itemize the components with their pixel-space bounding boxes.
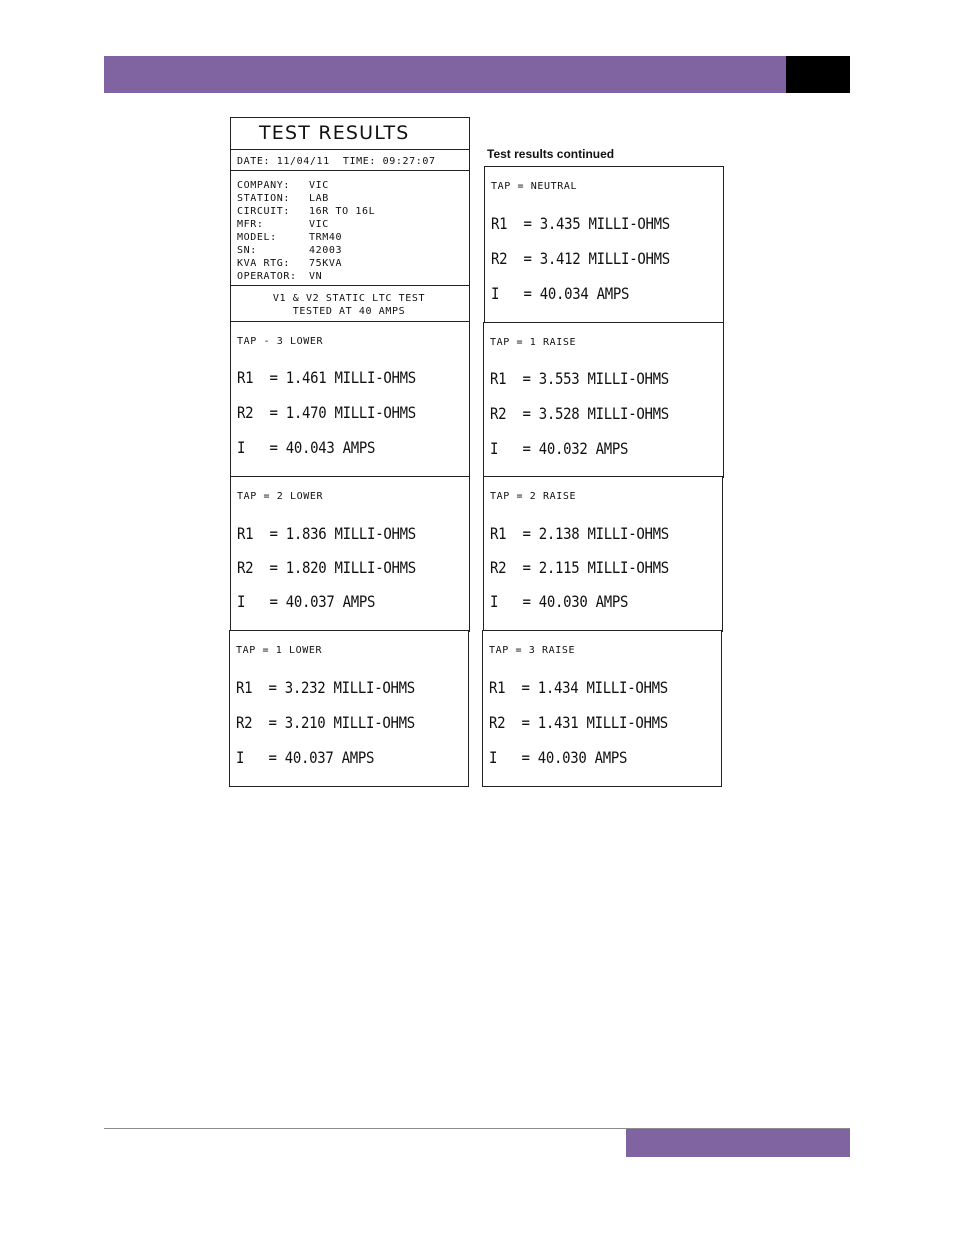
tap-label: TAP = 2 RAISE [490,491,577,502]
info-row-mfr: MFR: VIC [237,219,329,230]
r2-reading: R2 = 3.528 MILLI-OHMS [490,405,669,424]
report-info-box [230,170,470,287]
report-date-time: DATE: 11/04/11 TIME: 09:27:07 [237,156,436,167]
report-date-box [230,149,470,172]
r2-reading: R2 = 1.470 MILLI-OHMS [237,404,416,423]
report-title-box [230,117,470,151]
tap-label: TAP = 2 LOWER [237,491,324,502]
current-reading: I = 40.037 AMPS [236,749,375,768]
tap-box-3-raise [482,630,722,787]
current-reading: I = 40.030 AMPS [490,593,629,612]
tap-box-2-raise [483,476,723,632]
r1-reading: R1 = 3.232 MILLI-OHMS [236,679,415,698]
test-results-caption: Test results continued [487,147,615,161]
header-bar [104,56,786,93]
r1-reading: R1 = 2.138 MILLI-OHMS [490,525,669,544]
r2-reading: R2 = 3.412 MILLI-OHMS [491,250,670,269]
tap-box-neutral [484,166,724,324]
report-title: TEST RESULTS [259,122,410,144]
r2-reading: R2 = 3.210 MILLI-OHMS [236,714,415,733]
info-row-kva-rating: KVA RTG: 75KVA [237,258,343,269]
info-row-station: STATION: LAB [237,193,329,204]
r2-reading: R2 = 1.820 MILLI-OHMS [237,559,416,578]
info-row-sn: SN: 42003 [237,245,343,256]
tap-box-1-lower [229,630,469,787]
test-description-box [230,285,470,323]
current-reading: I = 40.034 AMPS [491,285,630,304]
current-reading: I = 40.037 AMPS [237,593,376,612]
r1-reading: R1 = 1.434 MILLI-OHMS [489,679,668,698]
current-reading: I = 40.043 AMPS [237,439,376,458]
tap-label: TAP = NEUTRAL [491,181,578,192]
info-row-circuit: CIRCUIT: 16R TO 16L [237,206,376,217]
current-reading: I = 40.030 AMPS [489,749,628,768]
tap-label: TAP - 3 LOWER [237,336,324,347]
r1-reading: R1 = 1.461 MILLI-OHMS [237,369,416,388]
footer-bar [626,1129,850,1157]
test-description-line2: TESTED AT 40 AMPS [292,306,406,317]
tap-label: TAP = 1 LOWER [236,645,323,656]
r1-reading: R1 = 3.553 MILLI-OHMS [490,370,669,389]
current-reading: I = 40.032 AMPS [490,440,629,459]
header-page-block [786,56,850,93]
tap-label: TAP = 3 RAISE [489,645,576,656]
tap-box-2-lower [230,476,470,632]
tap-label: TAP = 1 RAISE [490,337,577,348]
tap-box-3-lower [230,321,470,478]
r2-reading: R2 = 2.115 MILLI-OHMS [490,559,669,578]
test-description-line1: V1 & V2 STATIC LTC TEST [272,293,426,304]
info-row-company: COMPANY: VIC [237,180,329,191]
r1-reading: R1 = 1.836 MILLI-OHMS [237,525,416,544]
info-row-model: MODEL: TRM40 [237,232,343,243]
r2-reading: R2 = 1.431 MILLI-OHMS [489,714,668,733]
r1-reading: R1 = 3.435 MILLI-OHMS [491,215,670,234]
info-row-operator: OPERATOR: VN [237,271,323,282]
tap-box-1-raise [483,322,724,478]
